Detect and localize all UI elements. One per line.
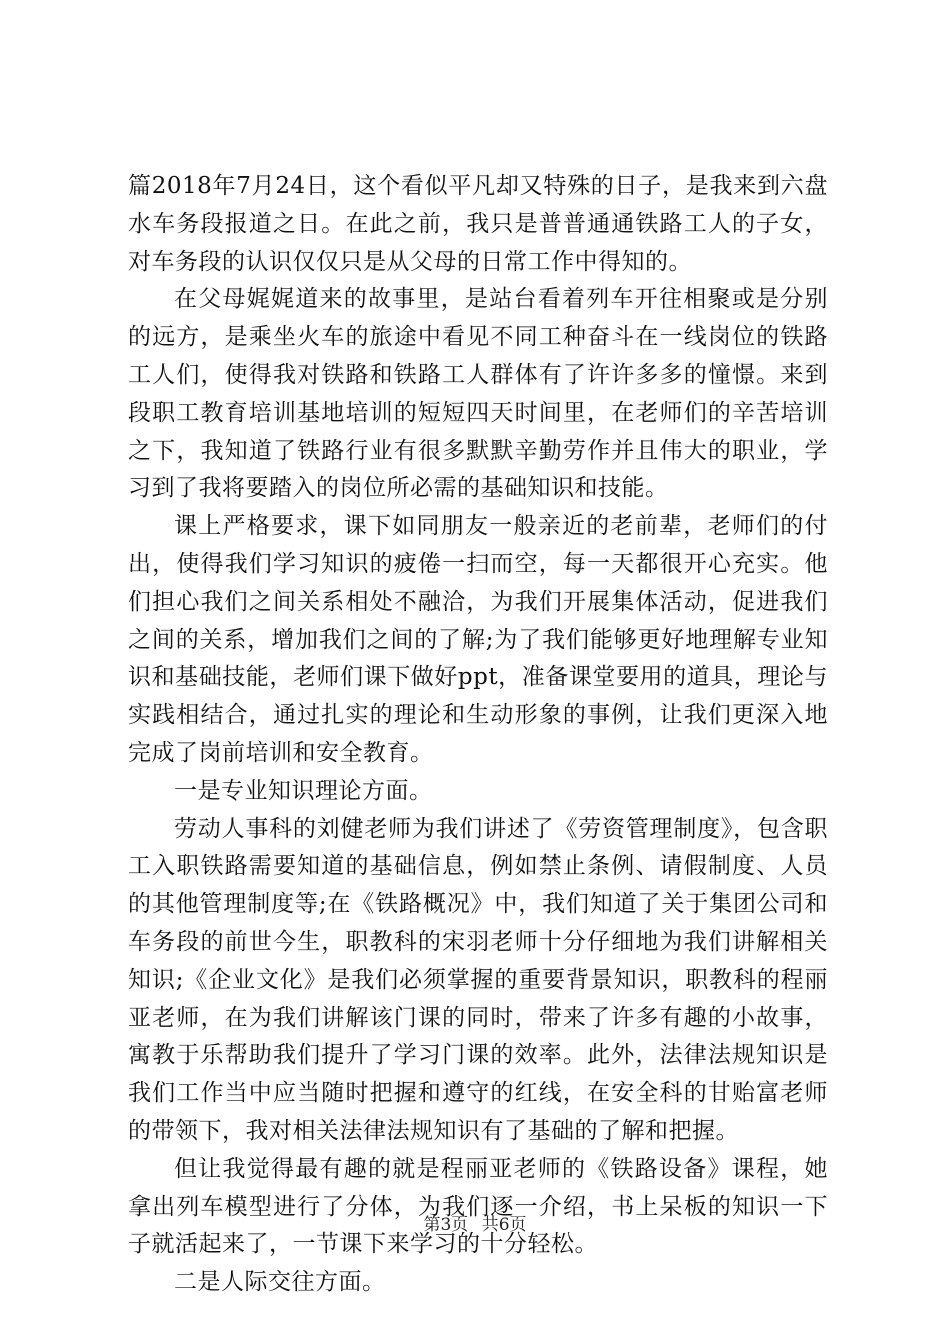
page-number: 第3页 <box>423 1215 469 1235</box>
paragraph-courses: 劳动人事科的刘健老师为我们讲述了《劳资管理制度》，包含职工入职铁路需要知道的基础信息，例如禁止条例、请假制度、人员的其他管理制度等;在《铁路概况》中，我们知道了关于集团公司和车务段的前世今生，职教科的宋羽老师十分仔细地为我们讲解相关知识;《企业文化》是我们必须掌握的重要背景知识，职教科的程丽亚老师，在为我们讲解该门课的同时，带来了许多有趣的小故事，寓教于乐帮助我们提升了学习门课的效率。此外，法律法规知识是我们工作当中应当随时把握和遵守的红线，在安全科的甘贻富老师的带领下，我对相关法律法规知识有了基础的了解和把握。 <box>128 815 828 1144</box>
document-body <box>128 168 828 1302</box>
page-total: 共6页 <box>481 1215 527 1235</box>
paragraph-teachers: 课上严格要求，课下如同朋友一般亲近的老前辈，老师们的付出，使得我们学习知识的疲倦一扫而空，每一天都很开心充实。他们担心我们之间关系相处不融洽，为我们开展集体活动，促进我们之间的关系，增加我们之间的了解;为了我们能够更好地理解专业知识和基础技能，老师们课下做好ppt，准备课堂要用的道具，理论与实践相结合，通过扎实的理论和生动形象的事例，让我们更深入地完成了岗前培训和安全教育。 <box>128 513 828 766</box>
paragraph-opening: 篇2018年7月24日，这个看似平凡却又特殊的日子，是我来到六盘水车务段报道之日。在此之前，我只是普普通通铁路工人的子女，对车务段的认识仅仅只是从父母的日常工作中得知的。 <box>128 173 828 275</box>
page-footer <box>0 1214 950 1236</box>
paragraph-parents-stories: 在父母娓娓道来的故事里，是站台看着列车开往相聚或是分别的远方，是乘坐火车的旅途中看见不同工种奋斗在一线岗位的铁路工人们，使得我对铁路和铁路工人群体有了许许多多的憧憬。来到段职工教育培训基地培训的短短四天时间里，在老师们的辛苦培训之下，我知道了铁路行业有很多默默辛勤劳作并且伟大的职业，学习到了我将要踏入的岗位所必需的基础知识和技能。 <box>128 286 828 502</box>
section-heading-interpersonal: 二是人际交往方面。 <box>174 1269 386 1296</box>
section-heading-professional-knowledge: 一是专业知识理论方面。 <box>174 777 433 804</box>
paragraph-railway-equipment: 但让我觉得最有趣的就是程丽亚老师的《铁路设备》课程，她拿出列车模型进行了分体，为我们逐一介绍，书上呆板的知识一下子就活起来了，一节课下来学习的十分轻松。 <box>128 1155 828 1258</box>
